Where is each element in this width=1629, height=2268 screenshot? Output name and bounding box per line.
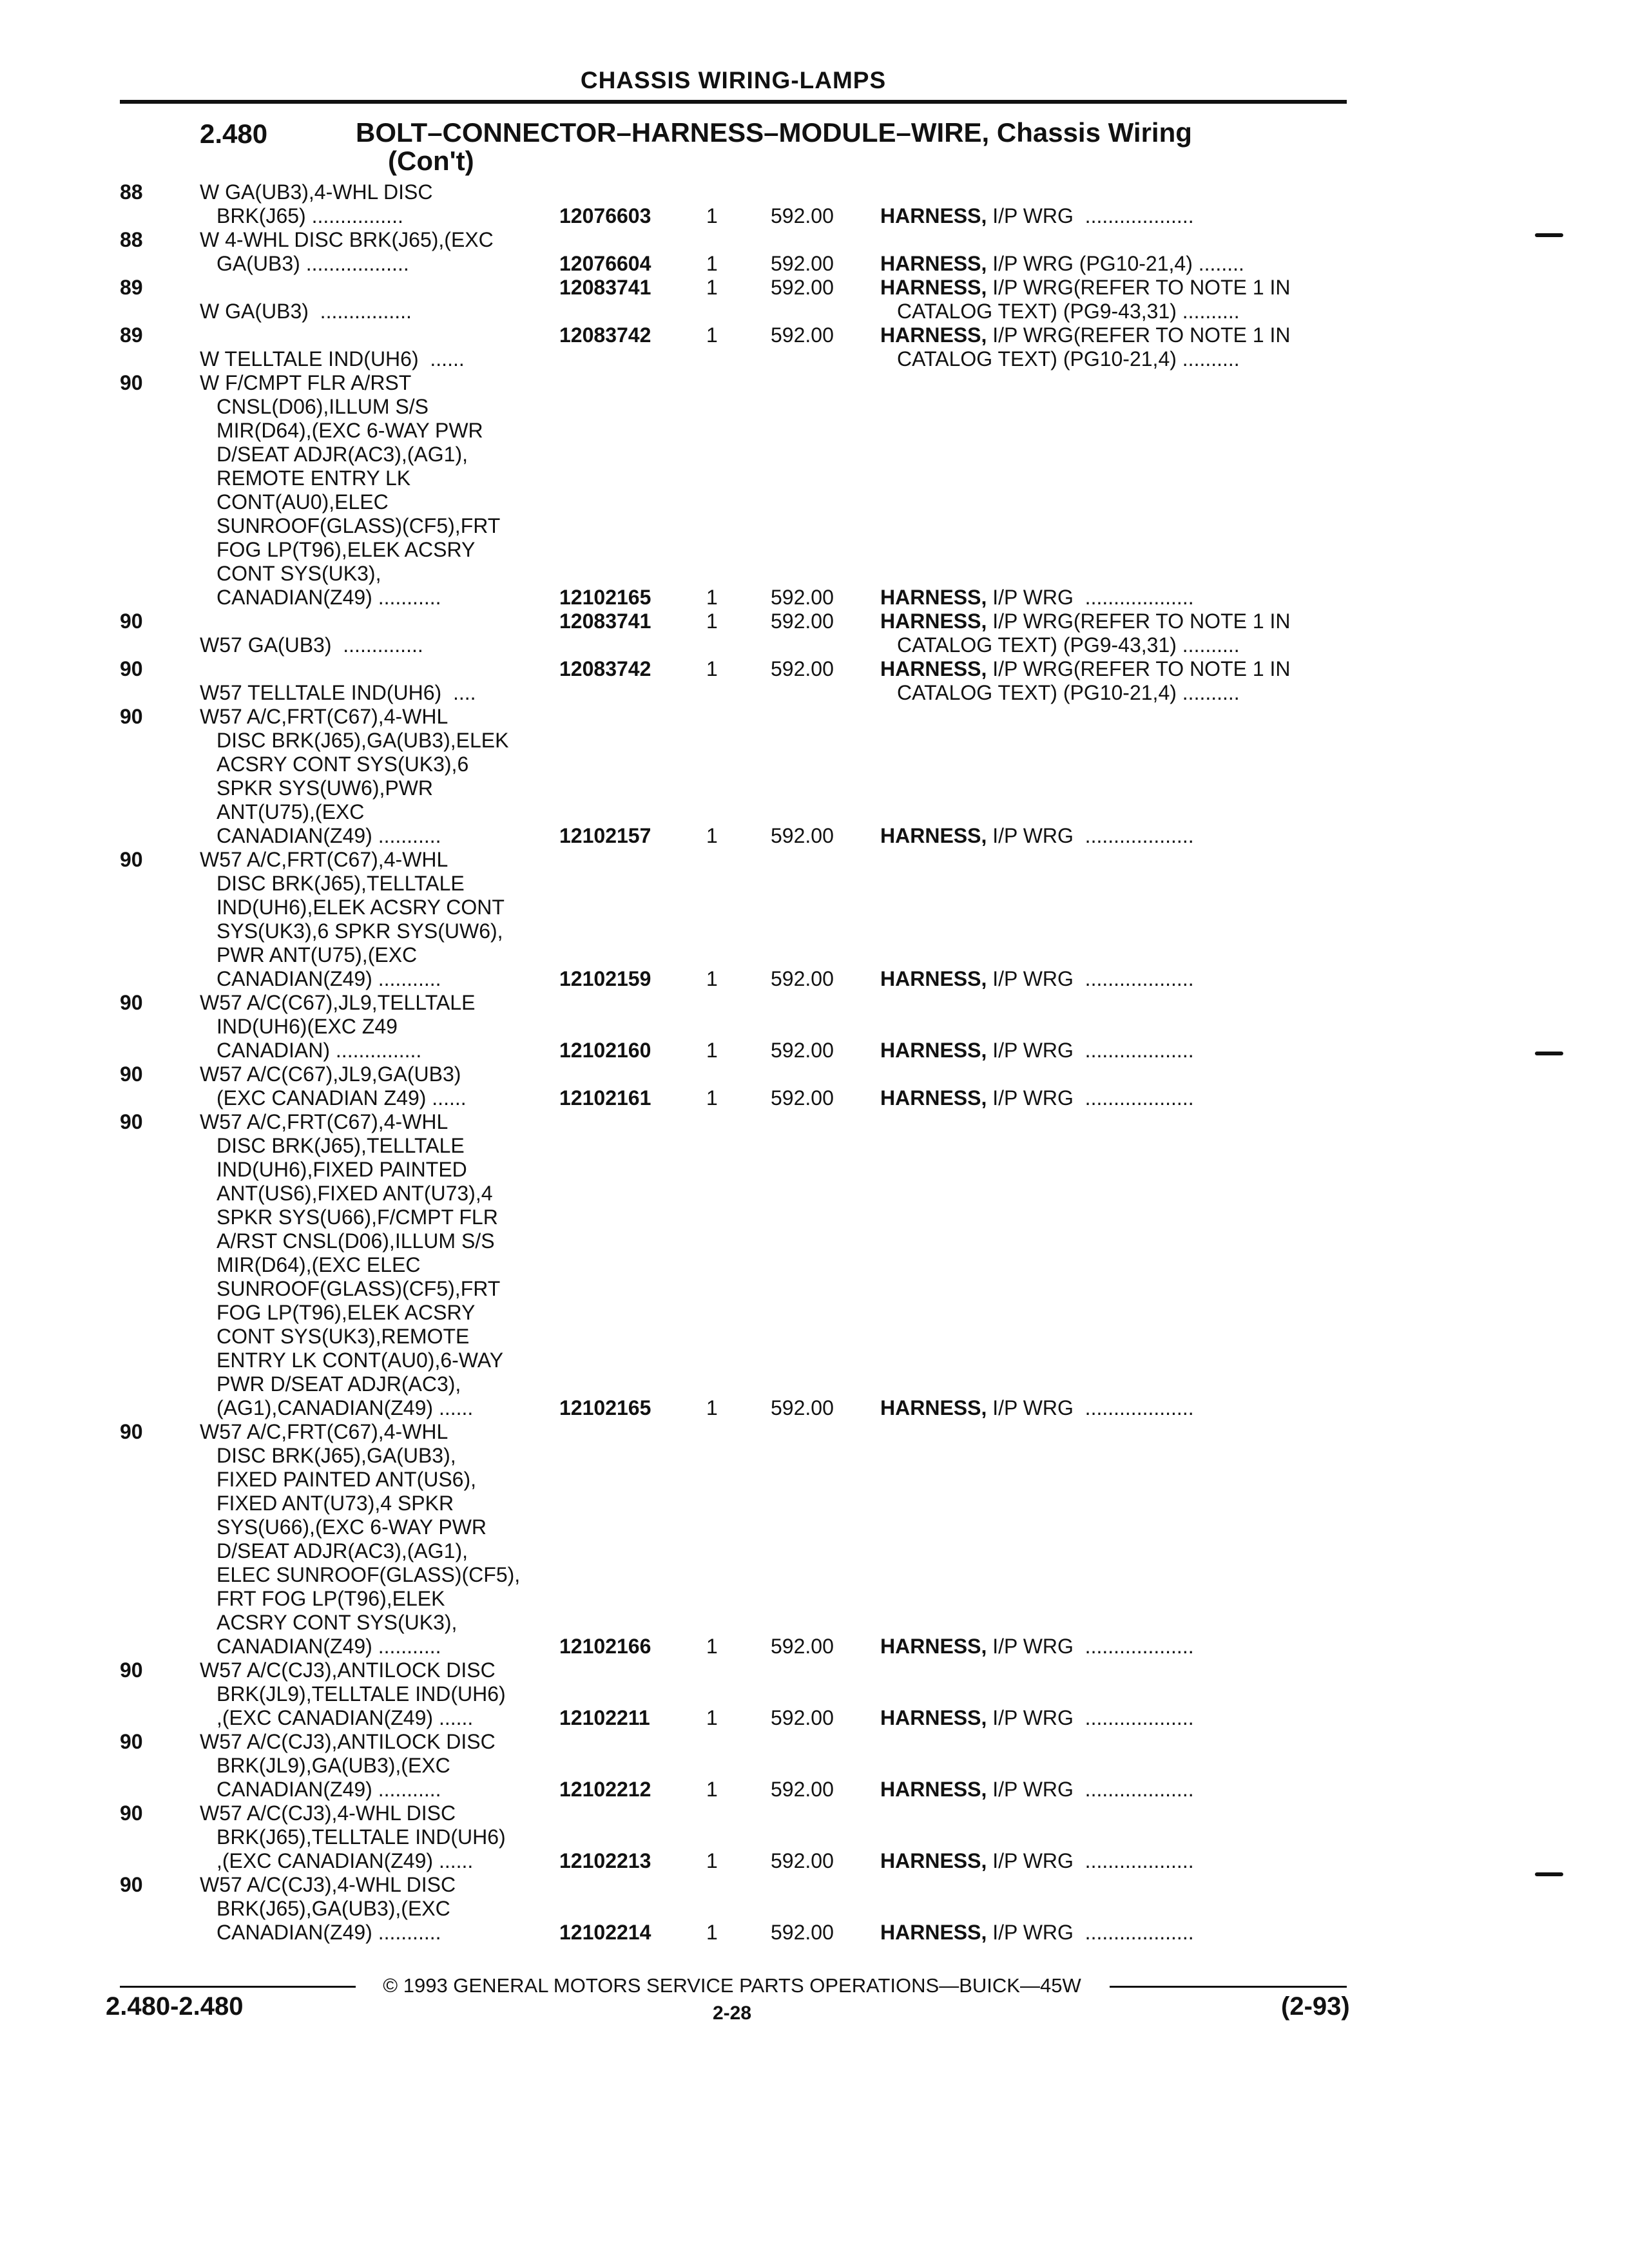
part-name-text: CATALOG TEXT) (PG10-21,4) .......... [897, 681, 1240, 704]
part-description [200, 1110, 503, 1420]
quantity: 1 [706, 252, 718, 275]
ref-number: 90 [120, 1730, 143, 1753]
part-name [880, 1778, 1194, 1802]
part-name-line [880, 1039, 1194, 1062]
quantity: 1 [706, 967, 718, 990]
ref-number: 90 [120, 705, 143, 728]
description-line: SPKR SYS(U66),F/CMPT FLR [217, 1206, 498, 1229]
part-name [880, 824, 1194, 848]
part-name-text: I/P WRG (PG10-21,4) ........ [992, 252, 1244, 275]
description-line: W57 GA(UB3) .............. [200, 633, 423, 657]
section-title-text: BOLT–CONNECTOR–HARNESS–MODULE–WIRE, Chassis Wiring [356, 117, 1192, 148]
description-line: PWR ANT(U75),(EXC [217, 943, 418, 966]
description-line: ACSRY CONT SYS(UK3), [217, 1611, 458, 1634]
price: 592.00 [771, 1635, 834, 1658]
quantity: 1 [706, 824, 718, 847]
part-description [200, 705, 508, 848]
description-line: IND(UH6),ELEK ACSRY CONT [217, 896, 505, 919]
description-line: W57 A/C,FRT(C67),4-WHL [200, 1420, 448, 1443]
part-description [200, 991, 475, 1062]
part-name-bold: HARNESS, [880, 1396, 987, 1419]
description-line: DISC BRK(J65),TELLTALE [217, 1134, 465, 1157]
description-line: CONT SYS(UK3),REMOTE [217, 1325, 470, 1348]
part-name [880, 1706, 1194, 1730]
part-name-line [880, 1778, 1194, 1802]
description-line: CANADIAN(Z49) ........... [217, 824, 441, 847]
table-row [0, 1658, 1629, 1730]
table-row [0, 1110, 1629, 1420]
part-number: 12102157 [559, 824, 651, 847]
table-row [0, 1062, 1629, 1110]
part-description [200, 300, 412, 323]
part-name [880, 1039, 1194, 1062]
description-line: W57 TELLTALE IND(UH6) .... [200, 681, 476, 704]
ref-number: 89 [120, 323, 143, 347]
price: 592.00 [771, 967, 834, 990]
quantity: 1 [706, 1706, 718, 1729]
price: 592.00 [771, 586, 834, 609]
description-line: REMOTE ENTRY LK [217, 466, 411, 490]
part-name-text: I/P WRG(REFER TO NOTE 1 IN [992, 276, 1291, 299]
part-name-text: I/P WRG ................... [992, 1706, 1194, 1729]
ref-number: 90 [120, 1658, 143, 1682]
part-description [200, 1873, 456, 1945]
ref-number: 90 [120, 1062, 143, 1086]
part-name [880, 276, 1291, 323]
table-row [0, 1873, 1629, 1945]
part-name-bold: HARNESS, [880, 657, 987, 680]
part-name-line [880, 323, 1291, 347]
ref-number: 90 [120, 657, 143, 680]
part-name-line [880, 1706, 1194, 1730]
part-number: 12102161 [559, 1086, 651, 1110]
part-name-text: CATALOG TEXT) (PG10-21,4) .......... [897, 347, 1240, 370]
part-number: 12102214 [559, 1921, 651, 1944]
description-line: GA(UB3) .................. [217, 252, 409, 275]
part-name-bold: HARNESS, [880, 1849, 987, 1872]
part-name [880, 610, 1291, 657]
part-number: 12102211 [559, 1706, 650, 1729]
description-line: FOG LP(T96),ELEK ACSRY [217, 538, 476, 561]
price: 592.00 [771, 1778, 834, 1801]
margin-mark [1535, 1872, 1563, 1876]
part-description [200, 1802, 506, 1873]
ref-number: 88 [120, 228, 143, 251]
part-name [880, 1635, 1194, 1658]
table-row [0, 848, 1629, 991]
part-number: 12083742 [559, 323, 651, 347]
description-line: DISC BRK(J65),GA(UB3), [217, 1444, 456, 1467]
part-name-line [880, 681, 1291, 705]
table-row [0, 228, 1629, 276]
part-name-text: I/P WRG ................... [992, 1396, 1194, 1419]
part-name-line [880, 1849, 1194, 1873]
description-line: FIXED ANT(U73),4 SPKR [217, 1492, 454, 1515]
part-name-bold: HARNESS, [880, 1635, 987, 1658]
part-number: 12076603 [559, 204, 651, 227]
part-name-bold: HARNESS, [880, 323, 987, 347]
description-line: PWR D/SEAT ADJR(AC3), [217, 1372, 461, 1396]
part-name [880, 586, 1194, 610]
description-line: MIR(D64),(EXC ELEC [217, 1253, 421, 1276]
part-name-text: I/P WRG ................... [992, 1086, 1194, 1110]
part-name-text: I/P WRG ................... [992, 1635, 1194, 1658]
part-number: 12102160 [559, 1039, 651, 1062]
ref-number: 90 [120, 1110, 143, 1133]
part-name-text: CATALOG TEXT) (PG9-43,31) .......... [897, 300, 1240, 323]
part-name-line [880, 633, 1291, 657]
part-name-bold: HARNESS, [880, 1039, 987, 1062]
part-name-text: I/P WRG ................... [992, 1921, 1194, 1944]
description-line: SYS(UK3),6 SPKR SYS(UW6), [217, 919, 503, 943]
part-name-bold: HARNESS, [880, 252, 987, 275]
quantity: 1 [706, 1396, 718, 1419]
table-row [0, 1802, 1629, 1873]
part-name-text: I/P WRG ................... [992, 586, 1194, 609]
description-line: FOG LP(T96),ELEK ACSRY [217, 1301, 476, 1324]
section-number: 2.480 [200, 119, 268, 149]
part-name-bold: HARNESS, [880, 967, 987, 990]
part-number: 12083742 [559, 657, 651, 680]
section-title [356, 119, 1192, 175]
table-row [0, 276, 1629, 323]
footer-rule-right [1110, 1986, 1347, 1988]
description-line: CANADIAN(Z49) ........... [217, 1778, 441, 1801]
price: 592.00 [771, 610, 834, 633]
part-number: 12083741 [559, 276, 651, 299]
part-name-bold: HARNESS, [880, 586, 987, 609]
part-name-line [880, 657, 1291, 681]
part-name-bold: HARNESS, [880, 1778, 987, 1801]
quantity: 1 [706, 586, 718, 609]
quantity: 1 [706, 657, 718, 680]
part-description [200, 633, 423, 657]
table-row [0, 180, 1629, 228]
description-line: FRT FOG LP(T96),ELEK [217, 1587, 445, 1610]
description-line: D/SEAT ADJR(AC3),(AG1), [217, 443, 468, 466]
part-name-bold: HARNESS, [880, 824, 987, 847]
part-name-text: I/P WRG ................... [992, 1039, 1194, 1062]
part-number: 12102165 [559, 1396, 651, 1419]
description-line: W 4-WHL DISC BRK(J65),(EXC [200, 228, 494, 251]
description-line: W GA(UB3),4-WHL DISC [200, 180, 433, 204]
description-line: DISC BRK(J65),TELLTALE [217, 872, 465, 895]
part-name-line [880, 252, 1244, 276]
price: 592.00 [771, 1396, 834, 1419]
description-line: ,(EXC CANADIAN(Z49) ...... [217, 1706, 474, 1729]
footer-date: (2-93) [1281, 1992, 1350, 2021]
part-name-text: I/P WRG ................... [992, 204, 1194, 227]
part-name-bold: HARNESS, [880, 276, 987, 299]
price: 592.00 [771, 204, 834, 227]
description-line: A/RST CNSL(D06),ILLUM S/S [217, 1229, 495, 1253]
description-line: W57 A/C,FRT(C67),4-WHL [200, 848, 448, 871]
description-line: BRK(J65),TELLTALE IND(UH6) [217, 1825, 506, 1849]
description-line: (AG1),CANADIAN(Z49) ...... [217, 1396, 474, 1419]
footer-page-number: 2-28 [712, 2003, 752, 2024]
part-name-line [880, 300, 1291, 323]
ref-number: 90 [120, 1873, 143, 1896]
ref-number: 90 [120, 371, 143, 394]
part-name-text: I/P WRG ................... [992, 1849, 1194, 1872]
description-line: SUNROOF(GLASS)(CF5),FRT [217, 1277, 501, 1300]
page-header: CHASSIS WIRING-LAMPS [580, 67, 887, 93]
price: 592.00 [771, 1849, 834, 1872]
part-name-bold: HARNESS, [880, 1086, 987, 1110]
description-line: ANT(U75),(EXC [217, 800, 365, 823]
description-line: D/SEAT ADJR(AC3),(AG1), [217, 1539, 468, 1562]
description-line: W F/CMPT FLR A/RST [200, 371, 412, 394]
table-row [0, 1420, 1629, 1658]
quantity: 1 [706, 1635, 718, 1658]
price: 592.00 [771, 252, 834, 275]
part-name [880, 323, 1291, 371]
price: 592.00 [771, 323, 834, 347]
quantity: 1 [706, 276, 718, 299]
price: 592.00 [771, 824, 834, 847]
part-description [200, 848, 505, 991]
part-name-text: I/P WRG(REFER TO NOTE 1 IN [992, 610, 1291, 633]
description-line: W57 A/C(CJ3),ANTILOCK DISC [200, 1658, 496, 1682]
footer-range: 2.480-2.480 [106, 1992, 244, 2021]
part-name-bold: HARNESS, [880, 1706, 987, 1729]
description-line: CONT SYS(UK3), [217, 562, 381, 585]
price: 592.00 [771, 1706, 834, 1729]
part-number: 12102213 [559, 1849, 651, 1872]
part-description [200, 1420, 520, 1658]
description-line: SPKR SYS(UW6),PWR [217, 776, 434, 800]
description-line: CANADIAN(Z49) ........... [217, 1921, 441, 1944]
part-name [880, 1086, 1194, 1110]
margin-mark [1535, 1052, 1563, 1055]
price: 592.00 [771, 1086, 834, 1110]
description-line: W57 A/C(CJ3),ANTILOCK DISC [200, 1730, 496, 1753]
description-line: IND(UH6)(EXC Z49 [217, 1015, 398, 1038]
ref-number: 90 [120, 610, 143, 633]
part-description [200, 180, 433, 228]
footer-rule-left [120, 1986, 356, 1988]
description-line: CNSL(D06),ILLUM S/S [217, 395, 429, 418]
part-name-line [880, 347, 1291, 371]
quantity: 1 [706, 1921, 718, 1944]
description-line: CANADIAN(Z49) ........... [217, 967, 441, 990]
description-line: CANADIAN) ............... [217, 1039, 422, 1062]
description-line: ,(EXC CANADIAN(Z49) ...... [217, 1849, 474, 1872]
ref-number: 90 [120, 1802, 143, 1825]
description-line: (EXC CANADIAN Z49) ...... [217, 1086, 467, 1110]
part-name-text: I/P WRG ................... [992, 1778, 1194, 1801]
part-name [880, 252, 1244, 276]
quantity: 1 [706, 1849, 718, 1872]
section-title-continued: (Con't) [388, 146, 474, 176]
ref-number: 88 [120, 180, 143, 204]
part-description [200, 228, 494, 276]
table-row [0, 657, 1629, 705]
description-line: ACSRY CONT SYS(UK3),6 [217, 753, 469, 776]
description-line: BRK(JL9),TELLTALE IND(UH6) [217, 1682, 506, 1706]
description-line: SYS(U66),(EXC 6-WAY PWR [217, 1515, 487, 1539]
part-name-line [880, 1635, 1194, 1658]
part-name [880, 204, 1194, 228]
part-name-line [880, 1921, 1194, 1945]
description-line: CONT(AU0),ELEC [217, 490, 389, 514]
part-name [880, 967, 1194, 991]
part-description [200, 1730, 496, 1802]
part-name-line [880, 610, 1291, 633]
footer-copyright: © 1993 GENERAL MOTORS SERVICE PARTS OPERATIONS—BUICK—45W [383, 1974, 1081, 1997]
quantity: 1 [706, 1778, 718, 1801]
part-name-text: I/P WRG(REFER TO NOTE 1 IN [992, 323, 1291, 347]
part-number: 12102166 [559, 1635, 651, 1658]
part-description [200, 1062, 467, 1110]
part-name [880, 657, 1291, 705]
description-line: IND(UH6),FIXED PAINTED [217, 1158, 467, 1181]
description-line: ENTRY LK CONT(AU0),6-WAY [217, 1349, 504, 1372]
table-row [0, 371, 1629, 610]
description-line: W GA(UB3) ................ [200, 300, 412, 323]
part-number: 12102212 [559, 1778, 651, 1801]
table-row [0, 1730, 1629, 1802]
part-name-bold: HARNESS, [880, 204, 987, 227]
header-rule [120, 100, 1347, 104]
description-line: BRK(J65),GA(UB3),(EXC [217, 1897, 450, 1920]
price: 592.00 [771, 276, 834, 299]
part-description [200, 371, 500, 610]
part-name [880, 1921, 1194, 1945]
part-name-line [880, 586, 1194, 610]
quantity: 1 [706, 610, 718, 633]
quantity: 1 [706, 323, 718, 347]
ref-number: 90 [120, 848, 143, 871]
description-line: W57 A/C(C67),JL9,GA(UB3) [200, 1062, 461, 1086]
description-line: W TELLTALE IND(UH6) ...... [200, 347, 465, 370]
parts-list [0, 180, 1629, 1945]
part-number: 12102159 [559, 967, 651, 990]
price: 592.00 [771, 657, 834, 680]
part-name-line [880, 1396, 1194, 1420]
quantity: 1 [706, 204, 718, 227]
quantity: 1 [706, 1039, 718, 1062]
part-name-bold: HARNESS, [880, 1921, 987, 1944]
part-description [200, 681, 476, 705]
description-line: ELEC SUNROOF(GLASS)(CF5), [217, 1563, 521, 1586]
description-line: MIR(D64),(EXC 6-WAY PWR [217, 419, 483, 442]
part-number: 12083741 [559, 610, 651, 633]
table-row [0, 991, 1629, 1062]
description-line: BRK(J65) ................ [217, 204, 403, 227]
description-line: W57 A/C(CJ3),4-WHL DISC [200, 1873, 456, 1896]
part-name-text: I/P WRG ................... [992, 967, 1194, 990]
part-name-line [880, 967, 1194, 991]
ref-number: 89 [120, 276, 143, 299]
margin-mark [1535, 233, 1563, 237]
description-line: CANADIAN(Z49) ........... [217, 586, 441, 609]
price: 592.00 [771, 1921, 834, 1944]
part-description [200, 1658, 506, 1730]
description-line: CANADIAN(Z49) ........... [217, 1635, 441, 1658]
part-name-text: I/P WRG(REFER TO NOTE 1 IN [992, 657, 1291, 680]
part-name-text: CATALOG TEXT) (PG9-43,31) .......... [897, 633, 1240, 657]
part-description [200, 347, 465, 371]
description-line: ANT(US6),FIXED ANT(U73),4 [217, 1182, 493, 1205]
part-name-bold: HARNESS, [880, 610, 987, 633]
part-name [880, 1849, 1194, 1873]
description-line: BRK(JL9),GA(UB3),(EXC [217, 1754, 450, 1777]
ref-number: 90 [120, 1420, 143, 1443]
description-line: W57 A/C,FRT(C67),4-WHL [200, 1110, 448, 1133]
part-number: 12076604 [559, 252, 651, 275]
quantity: 1 [706, 1086, 718, 1110]
description-line: SUNROOF(GLASS)(CF5),FRT [217, 514, 501, 537]
description-line: W57 A/C(CJ3),4-WHL DISC [200, 1802, 456, 1825]
part-number: 12102165 [559, 586, 651, 609]
part-name-line [880, 204, 1194, 228]
part-name-text: I/P WRG ................... [992, 824, 1194, 847]
description-line: W57 A/C(C67),JL9,TELLTALE [200, 991, 476, 1014]
part-name-line [880, 1086, 1194, 1110]
table-row [0, 610, 1629, 657]
part-name-line [880, 276, 1291, 300]
table-row [0, 323, 1629, 371]
table-row [0, 705, 1629, 848]
part-name [880, 1396, 1194, 1420]
description-line: DISC BRK(J65),GA(UB3),ELEK [217, 729, 509, 752]
ref-number: 90 [120, 991, 143, 1014]
description-line: FIXED PAINTED ANT(US6), [217, 1468, 477, 1491]
part-name-line [880, 824, 1194, 848]
price: 592.00 [771, 1039, 834, 1062]
description-line: W57 A/C,FRT(C67),4-WHL [200, 705, 448, 728]
